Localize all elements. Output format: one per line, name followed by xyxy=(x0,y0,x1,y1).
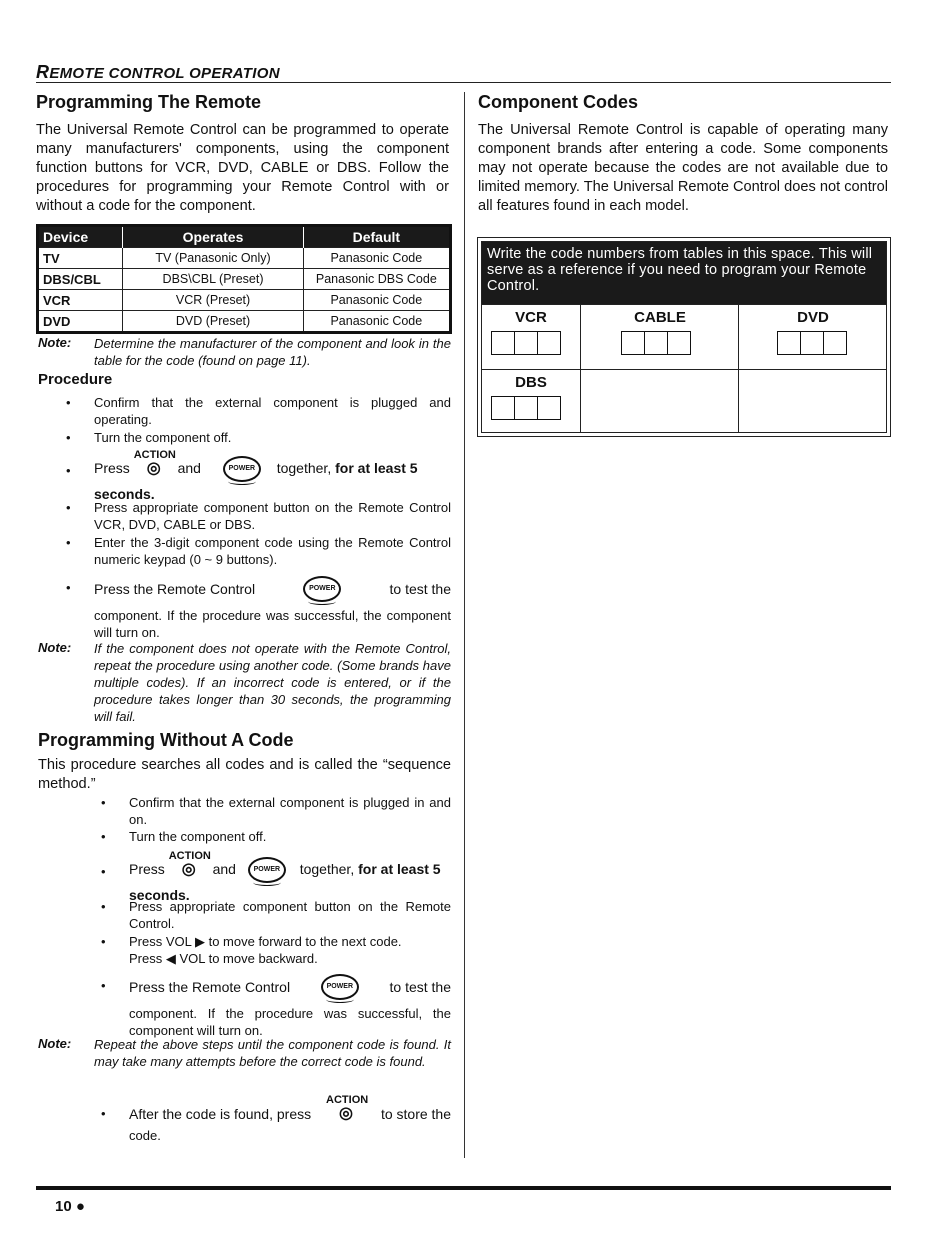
device-cell: TV xyxy=(38,248,123,269)
operates-cell: DBS\CBL (Preset) xyxy=(123,269,303,290)
empty-cell xyxy=(580,369,739,433)
list-item-text: Press appropriate component button on the Remote Control VCR, DVD, CABLE or DBS. xyxy=(94,500,451,532)
bullet: • xyxy=(101,795,106,810)
digit-box[interactable] xyxy=(491,331,515,355)
list-item xyxy=(66,499,451,533)
digit-box[interactable] xyxy=(491,396,515,420)
digit-box[interactable] xyxy=(823,331,847,355)
default-cell: Panasonic Code xyxy=(303,248,450,269)
dbs-code-cell xyxy=(482,369,580,433)
list-item xyxy=(66,576,451,641)
digit-box[interactable] xyxy=(514,331,538,355)
power-button-icon: POWER xyxy=(303,576,341,602)
list-item-text: Turn the component off. xyxy=(129,829,267,844)
bullet: • xyxy=(101,934,106,949)
column-divider xyxy=(464,92,465,1158)
default-cell: Panasonic DBS Code xyxy=(303,269,450,290)
note-text: If the component does not operate with the Remote Control, repeat the procedure using another code. (Some brands have multiple codes). If an incorrect code is entered, or if the procedure takes longer than 30 seconds, the programming will fail. xyxy=(94,641,451,724)
digit-box[interactable] xyxy=(537,331,561,355)
list-item xyxy=(101,974,451,1039)
component-codes-heading: Component Codes xyxy=(478,92,638,112)
note-label: Note: xyxy=(38,640,72,655)
duration-text: for at least 5 seconds. xyxy=(129,861,441,904)
vcr-label: VCR xyxy=(515,309,547,326)
dbs-label: DBS xyxy=(515,374,547,391)
note-label: Note: xyxy=(38,335,72,350)
operates-cell: DVD (Preset) xyxy=(123,311,303,333)
after-code-text: After the code is found, press xyxy=(129,1105,312,1122)
list-item-text: component. If the procedure was successful, the component will turn on. xyxy=(94,608,451,640)
default-cell: Panasonic Code xyxy=(303,311,450,333)
vcr-code-cell xyxy=(482,304,580,370)
footer-rule xyxy=(36,1186,891,1190)
page-number: 10 ● xyxy=(55,1198,85,1215)
title-rule xyxy=(36,82,891,83)
press-text: Press xyxy=(94,460,130,476)
device-cell: VCR xyxy=(38,290,123,311)
list-item xyxy=(101,1094,451,1144)
to-test-text: to test the xyxy=(389,581,451,597)
list-item-text: Press ◀ VOL to move backward. xyxy=(129,951,318,966)
list-item xyxy=(66,394,451,428)
cable-label: CABLE xyxy=(634,309,686,326)
empty-cell xyxy=(738,369,887,433)
component-codes-intro: The Universal Remote Control is capable of operating many component brands after entering a code. Some components may not operate because the codes are not available due to limited memory. The Universal Remote Control does not control all features found in each model. xyxy=(478,122,888,214)
dvd-label: DVD xyxy=(797,309,829,326)
list-item xyxy=(66,534,451,568)
col-device: Device xyxy=(38,226,123,248)
list-item xyxy=(101,898,451,932)
programming-heading: Programming The Remote xyxy=(36,92,262,112)
and-text: and xyxy=(212,861,236,877)
operates-cell: TV (Panasonic Only) xyxy=(123,248,303,269)
no-code-intro: This procedure searches all codes and is called the “sequence method.” xyxy=(38,757,451,792)
list-item-text: Turn the component off. xyxy=(94,430,232,445)
bullet: • xyxy=(101,829,106,844)
device-cell: DVD xyxy=(38,311,123,333)
cable-code-cell xyxy=(580,304,739,370)
to-test-text: to test the xyxy=(389,979,451,995)
col-default: Default xyxy=(303,226,450,248)
device-cell: DBS/CBL xyxy=(38,269,123,290)
and-text: and xyxy=(177,460,201,476)
note-text: Determine the manufacturer of the component and look in the table for the code (found on page 11). xyxy=(94,336,451,368)
table-row xyxy=(38,269,451,290)
bullet: • xyxy=(101,978,106,993)
digit-box[interactable] xyxy=(514,396,538,420)
digit-box[interactable] xyxy=(800,331,824,355)
power-button-icon: POWER xyxy=(321,974,359,1000)
bullet: • xyxy=(66,580,71,595)
digit-box[interactable] xyxy=(777,331,801,355)
press-remote-text: Press the Remote Control xyxy=(94,581,256,597)
list-item-text: Press VOL ▶ to move forward to the next code. xyxy=(129,934,402,949)
together-text: together, xyxy=(276,460,332,476)
section-title: REMOTE CONTROL OPERATION xyxy=(36,62,280,82)
action-button-icon: ACTION ◎ xyxy=(168,850,211,878)
bullet: • xyxy=(101,864,106,879)
bullet: • xyxy=(66,535,71,550)
list-item xyxy=(101,794,451,828)
digit-box[interactable] xyxy=(621,331,645,355)
list-item-text: Confirm that the external component is plugged and operating. xyxy=(94,395,451,427)
table-row xyxy=(38,290,451,311)
power-button-icon: POWER xyxy=(248,857,286,883)
procedure-heading: Procedure xyxy=(38,371,113,388)
operates-cell: VCR (Preset) xyxy=(123,290,303,311)
press-remote-text: Press the Remote Control xyxy=(129,979,291,995)
to-store-text: to store the xyxy=(380,1105,451,1122)
digit-box[interactable] xyxy=(644,331,668,355)
duration-text: for at least 5 seconds. xyxy=(94,460,418,503)
together-text: together, xyxy=(299,861,355,877)
digit-box[interactable] xyxy=(667,331,691,355)
action-button-icon: ACTION ◎ xyxy=(133,449,176,477)
list-item-text: Enter the 3-digit component code using the Remote Control numeric keypad (0 ~ 9 buttons). xyxy=(94,535,451,567)
default-cell: Panasonic Code xyxy=(303,290,450,311)
device-table-header xyxy=(38,226,451,248)
list-item-text: Confirm that the external component is plugged in and on. xyxy=(129,795,451,827)
reference-instructions: Write the code numbers from tables in this space. This will serve as a reference if you need to program your Remote Control. xyxy=(482,242,886,304)
table-row xyxy=(38,248,451,269)
bullet: • xyxy=(101,1106,106,1121)
no-code-heading: Programming Without A Code xyxy=(38,730,294,750)
digit-box[interactable] xyxy=(537,396,561,420)
list-item-text: component. If the procedure was successful, the component will turn on. xyxy=(129,1006,451,1038)
power-button-icon: POWER xyxy=(223,456,261,482)
table-row xyxy=(38,311,451,333)
bullet: • xyxy=(66,395,71,410)
bullet: • xyxy=(66,463,71,478)
list-item xyxy=(101,933,451,967)
press-text: Press xyxy=(129,861,165,877)
bullet: • xyxy=(66,430,71,445)
col-operates: Operates xyxy=(123,226,303,248)
dvd-code-cell xyxy=(738,304,887,370)
list-item xyxy=(101,828,451,845)
note-text: Repeat the above steps until the component code is found. It may take many attempts before the correct code is found. xyxy=(94,1037,451,1069)
bullet: • xyxy=(66,500,71,515)
programming-intro: The Universal Remote Control can be programmed to operate many manufacturers' components, using the component function buttons for VCR, DVD, CABLE or DBS. Follow the procedures for programming your Remote Control with or without a code for the component. xyxy=(36,122,449,214)
device-table xyxy=(36,224,452,334)
list-item-text: code. xyxy=(129,1128,161,1143)
action-button-icon: ACTION ◎ xyxy=(326,1094,369,1122)
list-item-text: Press appropriate component button on the Remote Control. xyxy=(129,899,451,931)
code-reference-box xyxy=(477,237,891,437)
note-label: Note: xyxy=(38,1036,72,1051)
bullet: • xyxy=(101,899,106,914)
